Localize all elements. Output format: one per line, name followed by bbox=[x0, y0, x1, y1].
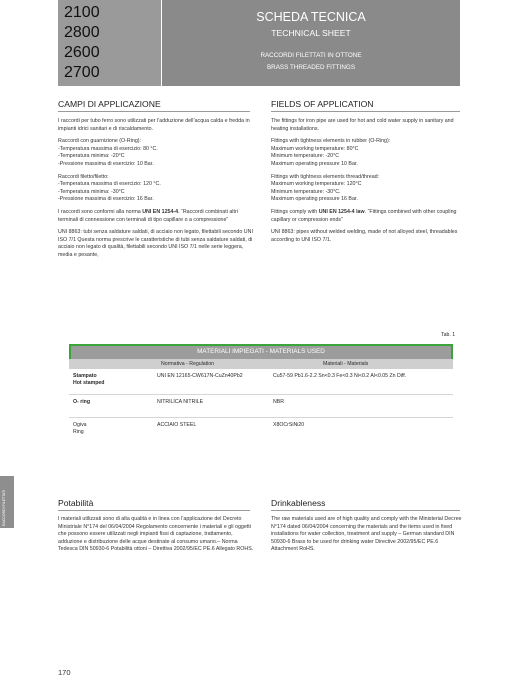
materials-table bbox=[69, 344, 453, 442]
line: -Pressione massima di esercizio: 10 Bar. bbox=[58, 160, 154, 167]
line: Fittings with tightness elements thread/thread: bbox=[271, 173, 380, 180]
standard-ref: UNI EN 1254-4 bbox=[142, 208, 179, 215]
regulation-cell: ACCIAIO STEEL bbox=[157, 422, 197, 428]
paragraph: I raccordi per tubo ferro sono utilizzati per l’adduzione dell’acqua calda e fredda in impianti idrici sanitari e di riscaldamento. bbox=[58, 118, 250, 132]
row-divider bbox=[69, 394, 453, 395]
section-heading-applications: CAMPI DI APPLICAZIONE bbox=[58, 99, 161, 109]
line: -Temperatura minima: -20°C bbox=[58, 153, 125, 160]
table-row bbox=[69, 373, 453, 394]
applications-text-en bbox=[271, 118, 463, 249]
paragraph bbox=[271, 174, 463, 204]
material-cell: X8OCrSiNi20 bbox=[273, 422, 305, 428]
regulation-cell: NITRILICA NITRILE bbox=[157, 399, 204, 405]
page-title-en: TECHNICAL SHEET bbox=[271, 28, 351, 38]
side-tab bbox=[0, 476, 14, 528]
row-label bbox=[73, 373, 104, 387]
side-tab-label: RACCORDI FILETTATI bbox=[2, 489, 6, 526]
line: -Temperatura minima: -30°C bbox=[58, 188, 125, 195]
paragraph bbox=[58, 174, 254, 204]
row-label bbox=[73, 422, 87, 436]
line: Minimum temperature: -20°C bbox=[271, 153, 340, 160]
line: Raccordi filetto/filetto: bbox=[58, 173, 109, 180]
paragraph: UNI 8863: pipes without welded welding, made of not alloyed steel, threadables according to UNI ISO 7/1. bbox=[271, 229, 458, 243]
applications-text-it bbox=[58, 118, 254, 265]
column-header: Materiali - Materials bbox=[323, 361, 369, 367]
potability-text: I materiali utilizzati sono di alta qualità e in linea con l’applicazione del Decreto Ministriale N°174 del 06/04/2004 Regolamento concernente i materiali e gli oggetti che possono essere utilizzati negli impianti fissi di captazione, trattamento, adduzione e distribuzione delle acque destinate al consumo umano.– Norma Tedesca DIN 50930-6 Potabilità ottoni – Direttiva 2002/95/EC PE.6 Allegato ROHS. bbox=[58, 516, 254, 553]
header-title-panel bbox=[162, 0, 460, 86]
paragraph bbox=[58, 209, 254, 224]
row-divider bbox=[69, 417, 453, 418]
label-line: Stampato bbox=[73, 373, 97, 379]
page-subtitle: RACCORDI FILETTATI IN OTTONE bbox=[260, 52, 362, 59]
label-line: Ogiva bbox=[73, 422, 87, 428]
table-label: Tab. 1 bbox=[441, 332, 456, 338]
text: . “Raccordi combinati altri terminali di connessione con terminali di tipo capillare o a compressione” bbox=[58, 208, 238, 223]
line: Minimum temperature: -30°C. bbox=[271, 188, 341, 195]
product-code: 2100 bbox=[64, 4, 100, 21]
label-line: Hot stamped bbox=[73, 380, 105, 386]
table-title: MATERIALI IMPIEGATI - MATERIALS USED bbox=[69, 344, 453, 359]
section-heading-drinkableness: Drinkableness bbox=[271, 498, 326, 508]
line: -Temperatura massima di esercizio: 120 °C. bbox=[58, 181, 161, 188]
paragraph: UNI 8863: tubi senza saldature saldati, di acciaio non legato, filettabili secondo UNI ISO 7/1 Questa norma prescrive le caratteristiche di tubi senza saldature saldati, di acciaio non legato di qualità, filettabili secondo UNI ISO 7/1 nelle serie leggera, media e pesante, bbox=[58, 229, 253, 258]
line: Maximum working temperature: 80°C bbox=[271, 145, 359, 152]
line: -Temperatura massima di esercizio: 80 °C. bbox=[58, 145, 158, 152]
section-divider bbox=[271, 510, 460, 511]
drinkableness-text: The raw materials used are of high quality and comply with the Ministerial Decree N°174 dated 06/04/2004 concerning the materials and the items used in fixed installations for water collection, treatment and supply – German standard DIN 50930-6 Brass to be used for drinking water Directive 2002/95/EC PE.6 Attachment RoHS. bbox=[271, 516, 462, 553]
line: -Pressione massima di esercizio: 16 Bar. bbox=[58, 196, 154, 203]
text: Fittings comply with bbox=[271, 208, 319, 215]
paragraph: The fittings for iron pipe are used for hot and cold water supply in sanitary and heating installations. bbox=[271, 118, 454, 132]
page-subtitle-en: BRASS THREADED FITTINGS bbox=[266, 64, 356, 71]
table-row bbox=[69, 422, 453, 442]
text: I raccordi sono conformi alla norma bbox=[58, 208, 143, 215]
section-divider bbox=[271, 111, 460, 112]
line: Maximum working temperature: 120°C bbox=[271, 181, 362, 188]
label-line: Ring bbox=[73, 429, 84, 435]
line: Fittings with tightness elements in rubber (O-Ring): bbox=[271, 138, 391, 145]
table-header-row bbox=[69, 359, 453, 369]
paragraph bbox=[58, 138, 254, 168]
section-divider bbox=[58, 510, 250, 511]
material-cell: Cu57-59 Pb1.6-2.2 Sn<0.3 Fe<0.3 Ni<0.2 Al<0.05 Zn Diff. bbox=[273, 373, 407, 379]
product-codes-panel bbox=[58, 0, 161, 86]
regulation-cell: UNI EN 12165-CW617N-CuZn40Pb2 bbox=[157, 373, 243, 379]
material-cell: NBR bbox=[273, 399, 284, 405]
column-header: Normativa - Regulation bbox=[161, 361, 215, 367]
section-heading-potability: Potabilità bbox=[58, 498, 94, 508]
product-code: 2700 bbox=[64, 64, 100, 81]
page-number: 170 bbox=[58, 668, 71, 677]
product-code: 2600 bbox=[64, 44, 100, 61]
text: . “Fittings combined with other coupling capillary or compression ends” bbox=[271, 208, 457, 223]
paragraph bbox=[271, 209, 463, 224]
line: Raccordi con guarnizione (O-Ring): bbox=[58, 138, 142, 145]
row-label: O- ring bbox=[73, 399, 91, 405]
standard-ref: UNI EN 1254-4 law bbox=[318, 208, 365, 215]
section-heading-fields: FIELDS OF APPLICATION bbox=[271, 99, 374, 109]
table-row bbox=[69, 399, 453, 417]
line: Maximum operating pressure 10 Bar. bbox=[271, 160, 358, 167]
line: Maximum operating pressure 16 Bar. bbox=[271, 196, 358, 203]
product-code: 2800 bbox=[64, 24, 100, 41]
paragraph bbox=[271, 138, 463, 168]
page-title: SCHEDA TECNICA bbox=[256, 10, 366, 24]
section-divider bbox=[58, 111, 250, 112]
